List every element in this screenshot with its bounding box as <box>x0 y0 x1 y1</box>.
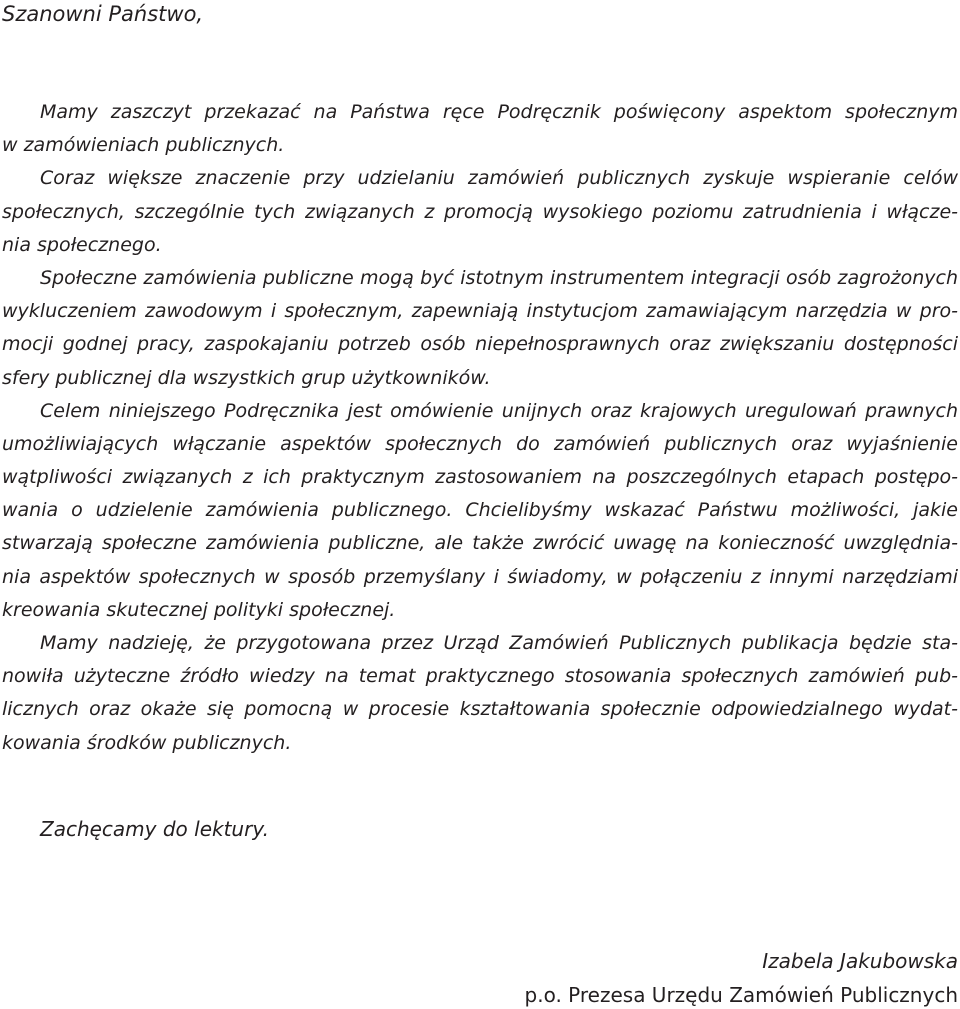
paragraph-5-line-1: Mamy nadzieję, że przygotowana przez Urząd Zamówień Publicznych publikacja będzie sta- <box>40 632 958 654</box>
paragraph-4-line-6: nia aspektów społecznych w sposób przemyślany i świadomy, w połączeniu z innymi narzędziami <box>2 565 958 588</box>
paragraph-1-line-1: Mamy zaszczyt przekazać na Państwa ręce Podręcznik poświęcony aspektom społecznym <box>40 101 958 123</box>
paragraph-4-line-4: wania o udzielenie zamówienia publicznego. Chcielibyśmy wskazać Państwu możliwości, jakie <box>2 499 958 522</box>
paragraph-1-line-2: w zamówieniach publicznych. <box>2 134 285 157</box>
paragraph-4-line-5: stwarzają społeczne zamówienia publiczne, ale także zwrócić uwagę na konieczność uwzględnia- <box>2 532 958 555</box>
paragraph-4-line-2: umożliwiających włączanie aspektów społecznych do zamówień publicznych oraz wyjaśnienie <box>2 432 958 455</box>
paragraph-4-line-7: kreowania skutecznej polityki społecznej. <box>2 598 396 621</box>
paragraph-3-line-3: mocji godnej pracy, zaspokajaniu potrzeb osób niepełnosprawnych oraz zwiększaniu dostępności <box>2 333 958 356</box>
signature-role: p.o. Prezesa Urzędu Zamówień Publicznych <box>524 983 958 1007</box>
paragraph-2-line-3: nia społecznego. <box>2 233 162 256</box>
closing-line: Zachęcamy do lektury. <box>40 817 269 841</box>
paragraph-5-line-2: nowiła użyteczne źródło wiedzy na temat praktycznego stosowania społecznych zamówień pub- <box>2 665 958 688</box>
paragraph-3-line-4: sfery publicznej dla wszystkich grup użytkowników. <box>2 366 491 389</box>
paragraph-2-line-1: Coraz większe znaczenie przy udzielaniu zamówień publicznych zyskuje wspieranie celów <box>40 167 958 190</box>
paragraph-4-line-3: wątpliwości związanych z ich praktycznym zastosowaniem na poszczególnych etapach postępo- <box>2 466 958 489</box>
paragraph-3-line-1: Społeczne zamówienia publiczne mogą być istotnym instrumentem integracji osób zagrożonych <box>40 266 958 289</box>
paragraph-5-line-4: kowania środków publicznych. <box>2 731 292 754</box>
paragraph-2-line-2: społecznych, szczególnie tych związanych z promocją wysokiego poziomu zatrudnienia i włącze- <box>2 200 958 223</box>
letter-body <box>2 96 958 760</box>
salutation: Szanowni Państwo, <box>2 2 204 26</box>
paragraph-4-line-1: Celem niniejszego Podręcznika jest omówienie unijnych oraz krajowych uregulowań prawnych <box>40 399 958 422</box>
signature-name: Izabela Jakubowska <box>762 949 958 973</box>
paragraph-3-line-2: wykluczeniem zawodowym i społecznym, zapewniają instytucjom zamawiającym narzędzia w pro- <box>2 300 958 323</box>
paragraph-5-line-3: licznych oraz okaże się pomocną w procesie kształtowania społecznie odpowiedzialnego wydat- <box>2 698 958 721</box>
